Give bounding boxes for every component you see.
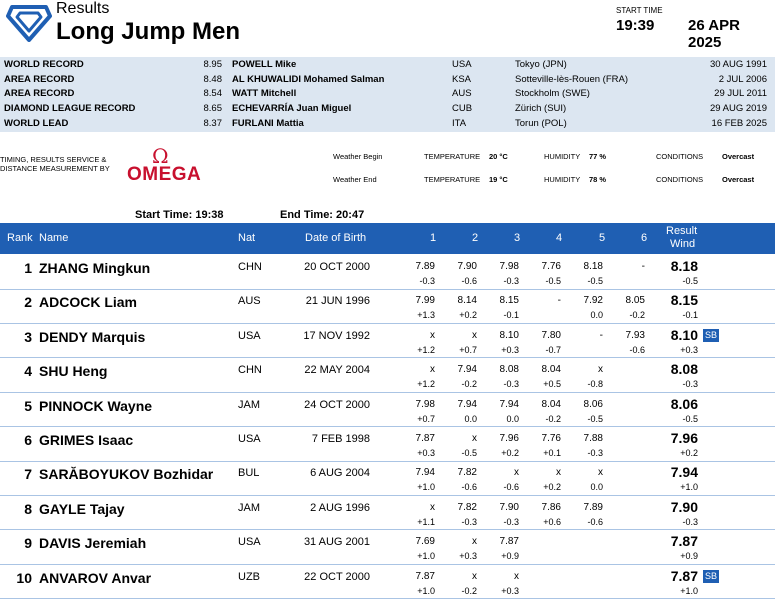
header-wind: Wind — [670, 238, 696, 250]
nationality-cell: JAM — [238, 501, 260, 514]
omega-symbol-icon: Ω — [152, 144, 169, 168]
attempt-5-wind: 0.0 — [590, 310, 603, 321]
rank-cell: 2 — [24, 294, 32, 311]
attempt-2-wind: 0.0 — [464, 413, 477, 424]
result-mark: 7.94 — [670, 464, 698, 481]
result-mark: 8.18 — [670, 258, 698, 274]
attempt-5-wind: -0.8 — [587, 379, 603, 390]
result-mark: 8.06 — [670, 395, 698, 412]
header-dob: Date of Birth — [305, 232, 367, 244]
athlete-name: SHU Heng — [39, 363, 108, 380]
weather-end-temp: 19 °C — [489, 175, 508, 184]
nationality-cell: USA — [238, 536, 261, 549]
attempt-5-wind: -0.5 — [587, 276, 603, 286]
attempt-3-wind: -0.1 — [503, 310, 519, 321]
attempt-1-wind: +1.2 — [417, 344, 435, 355]
timing-label-line2: DISTANCE MEASUREMENT BY — [0, 164, 110, 173]
result-mark: 7.87 — [670, 567, 698, 584]
table-row — [0, 289, 775, 324]
athlete-name: ADCOCK Liam — [39, 294, 138, 311]
weather-begin-hum: 77 % — [589, 152, 607, 161]
attempt-4-mark: 7.76 — [541, 261, 561, 272]
athlete-name: ANVAROV Anvar — [39, 569, 152, 586]
header-attempt-1: 1 — [430, 232, 437, 244]
record-mark: 8.95 — [203, 59, 222, 70]
record-row — [0, 101, 775, 116]
date-of-birth-cell: 24 OCT 2000 — [304, 398, 370, 411]
competition-end-time — [280, 209, 364, 221]
record-type: AREA RECORD — [4, 73, 75, 85]
attempt-1-wind: +1.0 — [417, 585, 435, 596]
rank-cell: 9 — [24, 535, 32, 552]
record-type: WORLD LEAD — [4, 117, 69, 129]
record-date: 16 FEB 2025 — [711, 117, 767, 129]
diamond-league-logo-icon — [6, 4, 52, 42]
attempt-3-wind: -0.6 — [503, 482, 519, 493]
result-wind: +0.9 — [680, 551, 698, 562]
attempt-3-mark: 7.94 — [499, 398, 519, 410]
athlete-name: PINNOCK Wayne — [39, 397, 153, 414]
result-mark: 7.87 — [670, 533, 698, 550]
result-mark: 7.90 — [670, 498, 698, 515]
record-date: 29 AUG 2019 — [709, 103, 767, 115]
weather-begin-cond-label: CONDITIONS — [656, 152, 704, 161]
rank-cell: 3 — [24, 328, 32, 345]
result-wind: +0.3 — [680, 344, 698, 355]
date-of-birth-cell: 7 FEB 1998 — [311, 433, 370, 445]
attempt-6-mark: 8.05 — [625, 295, 645, 307]
attempt-3-wind: -0.3 — [503, 379, 519, 390]
attempt-6-wind: -0.2 — [629, 310, 645, 321]
athlete-name: DENDY Marquis — [39, 328, 146, 345]
header-rank: Rank — [7, 232, 33, 244]
rank-cell: 8 — [24, 500, 32, 517]
date-of-birth-cell: 22 MAY 2004 — [304, 364, 370, 377]
table-row — [0, 496, 775, 531]
weather-begin-cond: Overcast — [722, 152, 755, 161]
record-mark: 8.48 — [203, 73, 222, 85]
attempt-3-wind: +0.2 — [501, 448, 519, 458]
attempt-4-wind: -0.7 — [545, 344, 561, 355]
season-best-badge: SB — [705, 329, 718, 340]
attempt-1-mark: x — [430, 329, 435, 341]
date-of-birth-cell: 31 AUG 2001 — [303, 536, 370, 549]
record-date: 30 AUG 1991 — [709, 59, 767, 70]
record-nat: AUS — [452, 88, 472, 100]
season-best-badge: SB — [705, 570, 718, 581]
competition-start-time — [135, 209, 223, 221]
attempt-2-wind: -0.2 — [461, 379, 477, 390]
record-mark: 8.54 — [203, 88, 222, 100]
attempt-4-mark: - — [557, 295, 561, 307]
table-row — [0, 393, 775, 428]
rank-cell: 6 — [24, 432, 32, 448]
attempt-3-wind: 0.0 — [506, 413, 519, 424]
attempt-1-mark: 7.87 — [415, 433, 435, 444]
record-venue: Zürich (SUI) — [515, 103, 567, 115]
attempt-5-mark: x — [598, 467, 603, 479]
attempt-3-wind: +0.3 — [501, 585, 519, 596]
nationality-cell: UZB — [238, 570, 260, 583]
attempt-4-wind: +0.5 — [543, 379, 561, 390]
record-athlete: WATT Mitchell — [232, 88, 297, 100]
attempt-5-wind: -0.5 — [587, 413, 603, 424]
event-date: 26 APR 2025 — [688, 17, 740, 51]
attempt-1-mark: 7.69 — [415, 536, 435, 548]
timing-label — [0, 155, 120, 173]
attempt-3-mark: x — [514, 570, 519, 582]
nationality-cell: USA — [238, 433, 261, 445]
weather-end-label: Weather End — [333, 175, 377, 184]
record-venue: Torun (POL) — [515, 117, 567, 129]
attempt-2-wind: +0.7 — [459, 344, 477, 355]
attempt-4-wind: +0.1 — [543, 448, 561, 458]
start-time-value: 19:39 — [616, 17, 655, 34]
result-wind: +1.0 — [680, 482, 698, 493]
record-athlete: ECHEVARRÍA Juan Miguel — [232, 103, 352, 115]
weather-begin-hum-label: HUMIDITY — [544, 152, 581, 161]
attempt-1-wind: +1.0 — [417, 482, 435, 493]
end-time-caption: End Time: — [280, 209, 333, 221]
record-type: WORLD RECORD — [4, 59, 84, 70]
attempt-4-wind: -0.2 — [545, 413, 561, 424]
attempt-1-wind: +1.0 — [417, 551, 435, 562]
record-nat: ITA — [452, 117, 467, 129]
header-attempt-3: 3 — [514, 232, 521, 244]
result-mark: 8.10 — [670, 326, 698, 343]
rank-cell: 10 — [16, 569, 32, 586]
weather-end-hum: 78 % — [589, 175, 607, 184]
date-of-birth-cell: 6 AUG 2004 — [310, 467, 370, 480]
attempt-3-wind: +0.9 — [501, 551, 519, 562]
athlete-name: SARĂBOYUKOV Bozhidar — [39, 466, 214, 483]
attempt-1-wind: +0.3 — [417, 448, 435, 458]
attempt-5-wind: 0.0 — [590, 482, 603, 493]
results-table-header — [0, 223, 775, 254]
attempt-3-mark: 7.87 — [499, 536, 519, 548]
result-wind: -0.5 — [682, 413, 698, 424]
attempt-2-mark: 7.82 — [457, 501, 477, 513]
record-nat: USA — [452, 59, 472, 70]
attempt-4-mark: 7.76 — [541, 433, 561, 444]
end-time-text: 20:47 — [336, 209, 365, 221]
attempt-5-mark: - — [599, 329, 603, 341]
attempt-2-wind: +0.2 — [459, 310, 477, 321]
result-mark: 7.96 — [670, 430, 698, 446]
table-row — [0, 530, 775, 565]
attempt-2-wind: +0.3 — [459, 551, 477, 562]
attempt-1-wind: +1.1 — [417, 516, 435, 527]
event-title: Long Jump Men — [56, 18, 240, 45]
record-nat: CUB — [452, 103, 473, 115]
attempt-5-mark: 7.89 — [583, 501, 603, 513]
table-row — [0, 427, 775, 462]
attempt-5-mark: 8.18 — [583, 261, 603, 272]
attempt-4-mark: 7.80 — [541, 329, 561, 341]
result-wind: +0.2 — [680, 448, 698, 458]
attempt-3-mark: 7.96 — [499, 433, 519, 444]
record-athlete: AL KHUWALIDI Mohamed Salman — [232, 73, 385, 85]
start-time-text: 19:38 — [195, 209, 224, 221]
header-name: Name — [39, 232, 69, 244]
attempt-5-mark: 7.92 — [583, 295, 603, 307]
start-time-label: START TIME — [616, 6, 663, 15]
date-of-birth-cell: 20 OCT 2000 — [304, 261, 370, 273]
attempt-1-mark: x — [430, 364, 435, 376]
attempt-2-mark: 7.82 — [457, 467, 477, 479]
date-of-birth-cell: 21 JUN 1996 — [305, 295, 370, 308]
attempt-4-wind: -0.5 — [545, 276, 561, 286]
attempt-3-mark: 8.10 — [499, 329, 519, 341]
attempt-6-mark: 7.93 — [625, 329, 645, 341]
header-attempt-5: 5 — [599, 232, 606, 244]
result-mark: 8.08 — [670, 361, 698, 378]
attempt-2-mark: 8.14 — [457, 295, 477, 307]
nationality-cell: CHN — [238, 364, 262, 377]
attempt-3-mark: 8.15 — [499, 295, 519, 307]
weather-end-cond: Overcast — [722, 175, 755, 184]
attempt-2-mark: x — [472, 570, 477, 582]
table-row — [0, 565, 775, 600]
attempt-4-mark: 8.04 — [541, 398, 561, 410]
header-attempt-6: 6 — [641, 232, 648, 244]
attempt-2-wind: -0.3 — [461, 516, 477, 527]
athlete-name: ZHANG Mingkun — [39, 260, 151, 276]
nationality-cell: USA — [238, 329, 261, 342]
nationality-cell: JAM — [238, 398, 260, 411]
athlete-name: GRIMES Isaac — [39, 432, 134, 448]
attempt-4-wind: +0.6 — [543, 516, 561, 527]
record-row — [0, 116, 775, 131]
attempt-2-mark: 7.90 — [457, 261, 477, 272]
rank-cell: 4 — [24, 363, 32, 380]
record-date: 29 JUL 2011 — [714, 88, 767, 100]
weather-begin-temp-label: TEMPERATURE — [424, 152, 481, 161]
attempt-3-wind: -0.3 — [503, 516, 519, 527]
weather-end-hum-label: HUMIDITY — [544, 175, 581, 184]
attempt-1-mark: x — [430, 501, 435, 513]
record-athlete: FURLANI Mattia — [232, 117, 304, 129]
header-attempt-2: 2 — [472, 232, 479, 244]
weather-end-temp-label: TEMPERATURE — [424, 175, 481, 184]
attempt-4-mark: 8.04 — [541, 364, 561, 376]
timing-label-line1: TIMING, RESULTS SERVICE & — [0, 155, 107, 164]
result-wind: -0.1 — [682, 310, 698, 321]
record-venue: Tokyo (JPN) — [515, 59, 567, 70]
attempt-1-wind: +1.2 — [417, 379, 435, 390]
attempt-5-mark: 8.06 — [583, 398, 603, 410]
start-time-caption: Start Time: — [135, 209, 193, 221]
attempt-3-mark: 7.98 — [499, 261, 519, 272]
header-nat: Nat — [238, 232, 256, 244]
attempt-4-mark: x — [556, 467, 561, 479]
weather-begin-label: Weather Begin — [333, 152, 383, 161]
attempt-2-mark: 7.94 — [457, 364, 477, 376]
record-nat: KSA — [452, 73, 472, 85]
athlete-name: GAYLE Tajay — [39, 500, 125, 517]
attempt-5-wind: -0.3 — [587, 448, 603, 458]
attempt-2-mark: 7.94 — [457, 398, 477, 410]
nationality-cell: BUL — [238, 467, 260, 480]
table-row — [0, 324, 775, 359]
header-result: Result — [666, 225, 698, 237]
record-row — [0, 86, 775, 101]
athlete-name: DAVIS Jeremiah — [39, 535, 147, 552]
record-row — [0, 72, 775, 87]
attempt-3-mark: x — [514, 467, 519, 479]
result-wind: -0.5 — [682, 276, 698, 286]
rank-cell: 1 — [24, 260, 32, 276]
attempt-1-mark: 7.89 — [415, 261, 435, 272]
attempt-2-wind: -0.5 — [461, 448, 477, 458]
result-wind: -0.3 — [682, 379, 698, 390]
record-mark: 8.37 — [203, 117, 222, 129]
attempt-1-mark: 7.87 — [415, 570, 435, 582]
attempt-2-wind: -0.2 — [461, 585, 477, 596]
results-label: Results — [56, 0, 110, 17]
attempt-5-wind: -0.6 — [587, 516, 603, 527]
nationality-cell: CHN — [238, 261, 262, 273]
table-row — [0, 358, 775, 393]
attempt-2-mark: x — [472, 536, 477, 548]
attempt-2-mark: x — [472, 329, 477, 341]
attempt-2-wind: -0.6 — [461, 482, 477, 493]
rank-cell: 5 — [24, 397, 32, 414]
attempt-5-mark: 7.88 — [583, 433, 603, 444]
attempt-3-mark: 8.08 — [499, 364, 519, 376]
record-type: AREA RECORD — [4, 88, 75, 100]
weather-end-cond-label: CONDITIONS — [656, 175, 704, 184]
attempt-1-wind: +1.3 — [417, 310, 435, 321]
date-of-birth-cell: 2 AUG 1996 — [310, 501, 370, 514]
record-venue: Sotteville-lès-Rouen (FRA) — [515, 73, 628, 85]
attempt-3-mark: 7.90 — [499, 501, 519, 513]
attempt-5-mark: x — [598, 364, 603, 376]
result-mark: 8.15 — [670, 292, 698, 309]
attempt-4-mark: 7.86 — [541, 501, 561, 513]
header-attempt-4: 4 — [556, 232, 563, 244]
attempt-3-wind: +0.3 — [501, 344, 519, 355]
attempt-1-wind: +0.7 — [417, 413, 435, 424]
table-row — [0, 461, 775, 496]
nationality-cell: AUS — [238, 295, 261, 308]
attempt-4-wind: +0.2 — [543, 482, 561, 493]
table-row — [0, 255, 775, 290]
attempt-6-wind: -0.6 — [629, 344, 645, 355]
weather-begin-temp: 20 °C — [489, 152, 508, 161]
record-date: 2 JUL 2006 — [718, 73, 767, 85]
result-wind: -0.3 — [682, 516, 698, 527]
date-of-birth-cell: 22 OCT 2000 — [304, 570, 370, 583]
attempt-1-wind: -0.3 — [419, 276, 435, 286]
record-athlete: POWELL Mike — [232, 59, 297, 70]
record-row — [0, 57, 775, 72]
attempt-1-mark: 7.99 — [415, 295, 435, 307]
record-type: DIAMOND LEAGUE RECORD — [4, 103, 136, 115]
attempt-1-mark: 7.98 — [415, 398, 435, 410]
attempt-6-mark: - — [641, 261, 645, 272]
result-wind: +1.0 — [680, 585, 698, 596]
rank-cell: 7 — [24, 466, 32, 483]
records-panel — [0, 57, 775, 132]
attempt-1-mark: 7.94 — [415, 467, 435, 479]
record-mark: 8.65 — [203, 103, 222, 115]
record-venue: Stockholm (SWE) — [515, 88, 590, 100]
attempt-3-wind: -0.3 — [503, 276, 519, 286]
date-of-birth-cell: 17 NOV 1992 — [303, 329, 370, 342]
attempt-2-wind: -0.6 — [461, 276, 477, 286]
attempt-2-mark: x — [472, 433, 477, 444]
omega-logo-text: OMEGA — [127, 164, 202, 185]
